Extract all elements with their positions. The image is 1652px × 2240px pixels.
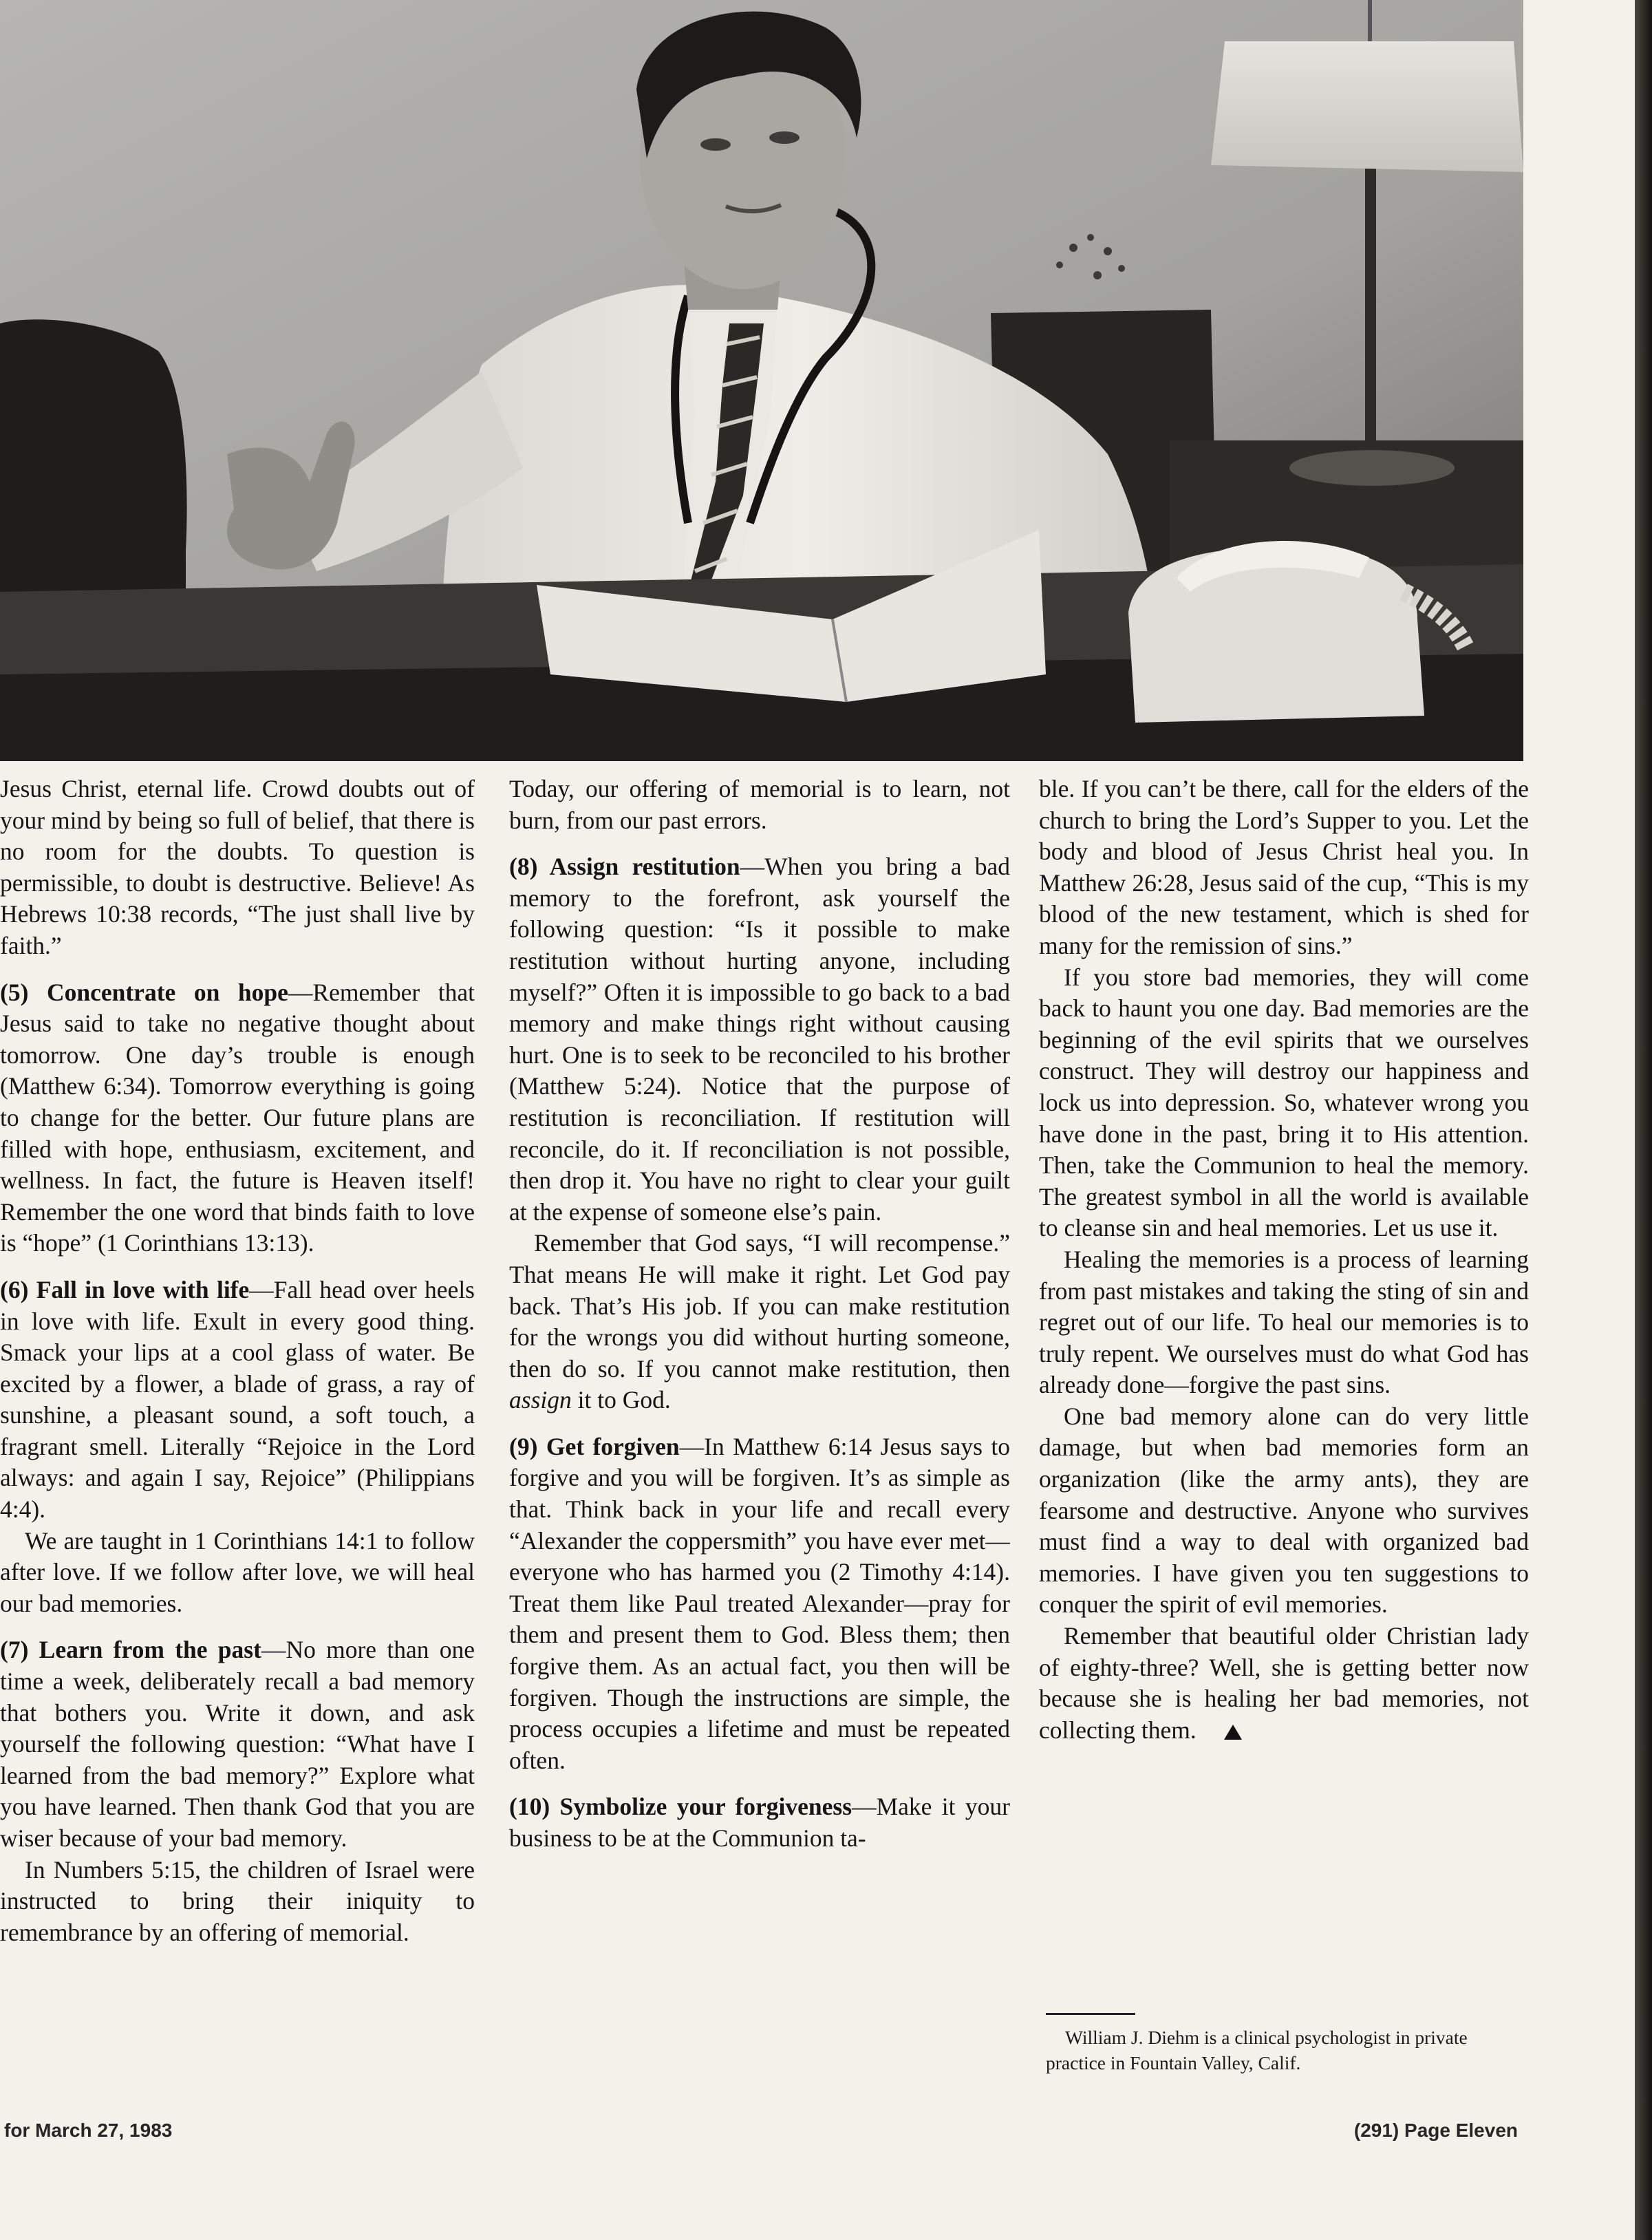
paragraph-text: Remember that beautiful older Christian lady of eighty-three? Well, she is getting better now because she is healing her bad memories, not collecting them. bbox=[1039, 1622, 1529, 1744]
page-edge-shadow bbox=[1635, 0, 1652, 2240]
section-heading: (7) Learn from the past bbox=[0, 1636, 261, 1664]
emphasis: assign bbox=[509, 1386, 572, 1414]
paragraph bbox=[0, 977, 475, 1259]
bio-divider bbox=[1046, 2013, 1135, 2015]
section-heading: (8) Assign restitution bbox=[509, 853, 740, 881]
paragraph: In Numbers 5:15, the children of Israel were instructed to bring their iniquity to remembrance by an offering of memorial. bbox=[0, 1855, 475, 1946]
paragraph: One bad memory alone can do very little damage, but when bad memories form an organization (like the army ants), they are fearsome and destructive. Anyone who survives must find a way to deal with organized bad memories. I have given you ten suggestions to conquer the spirit of evil memories. bbox=[1039, 1402, 1529, 1619]
paragraph bbox=[0, 1274, 475, 1526]
paragraph bbox=[509, 1431, 1010, 1777]
paragraph-body: —When you bring a bad memory to the forefront, ask yourself the following question: “Is it possible to make restitution without hurting anyone, including myself?” Often it is impossible to go back to a bad memory and make things right without causing hurt. One is to seek to be reconciled to his brother (Matthew 5:24). Notice that the purpose of restitution is reconciliation. If restitution will reconcile, do it. If reconciliation is not possible, then drop it. You have no right to clear your guilt at the expense of someone else’s pain. bbox=[509, 853, 1010, 1226]
paragraph: We are taught in 1 Corinthians 14:1 to follow after love. If we follow after love, we will heal our bad memories. bbox=[0, 1526, 475, 1617]
section-heading: (6) Fall in love with life bbox=[0, 1275, 250, 1303]
paragraph-body: —Remember that Jesus said to take no negative thought about tomorrow. One day’s trouble is enough (Matthew 6:34). Tomorrow everything is going to change for the better. Our future plans are filled with hope, enthusiasm, excitement, and wellness. In fact, the future is Heaven itself! Remember the one word that binds faith to love is “hope” (1 Corinthians 13:13). bbox=[0, 978, 475, 1257]
paragraph-body: —Make it your business to be at the Communion ta- bbox=[509, 1793, 1010, 1852]
photo-doctor-at-desk bbox=[0, 0, 1523, 761]
paragraph: Healing the memories is a process of learning from past mistakes and taking the sting of sin and regret out of our life. To heal our memories is to truly repent. We ourselves must do what God has already done—forgive the past sins. bbox=[1039, 1245, 1529, 1399]
paragraph-text: it to God. bbox=[571, 1386, 671, 1414]
paragraph bbox=[509, 851, 1010, 1228]
paragraph-body: —In Matthew 6:14 Jesus says to forgive and you will be forgiven. It’s as simple as that. Think back in your life and recall every “Alexander the coppersmith” you have ever met—everyone who has harmed you (2 Timothy 4:14). Treat them like Paul treated Alexander—pray for them and present them to God. Bless them; then forgive them. As an actual fact, you then will be forgiven. Though the instructions are simple, the process occupies a lifetime and must be repeated often. bbox=[509, 1432, 1010, 1774]
author-bio: William J. Diehm is a clinical psychologist in private practice in Fountain Valley, Calif. bbox=[1046, 2027, 1468, 2073]
footer-issue-date: for March 27, 1983 bbox=[4, 2120, 173, 2141]
paragraph: ble. If you can’t be there, call for the elders of the church to bring the Lord’s Supper to you. Let the body and blood of Jesus Christ heal you. In Matthew 26:28, Jesus said of the cup, “This is my blood of the new testament, which is shed for many for the remission of sins.” bbox=[1039, 775, 1529, 959]
paragraph-body: —Fall head over heels in love with life. Exult in every good thing. Smack your lips at a cool glass of water. Be excited by a flower, a blade of grass, a ray of sunshine, a pleasant sound, a soft touch, a fragrant smell. Literally “Rejoice in the Lord always: and again I say, Rejoice” (Philippians 4:4). bbox=[0, 1275, 475, 1524]
article-column-2 bbox=[509, 774, 1010, 2102]
section-heading: (9) Get forgiven bbox=[509, 1432, 680, 1460]
footer-page-number: (291) Page Eleven bbox=[1353, 2120, 1518, 2141]
paragraph bbox=[509, 1228, 1010, 1416]
paragraph: Today, our offering of memorial is to learn, not burn, from our past errors. bbox=[509, 775, 1010, 834]
section-heading: (5) Concentrate on hope bbox=[0, 978, 288, 1006]
article-column-3 bbox=[1039, 774, 1529, 2102]
paragraph bbox=[0, 1634, 475, 1854]
end-mark-triangle-icon bbox=[1224, 1725, 1242, 1740]
paragraph: Jesus Christ, eternal life. Crowd doubts out of your mind by being so full of belief, that there is no room for the doubts. To question is permissible, to doubt is destructive. Believe! As Hebrews 10:38 records, “The just shall live by faith.” bbox=[0, 775, 475, 959]
article-column-1 bbox=[0, 774, 475, 2102]
paragraph: If you store bad memories, they will come back to haunt you one day. Bad memories are the beginning of the evil spirits that we ourselves construct. They will destroy our happiness and lock us into depression. So, whatever wrong you have done in the past, bring it to His attention. Then, take the Communion to heal the memory. The greatest symbol in all the world is available to cleanse sin and heal memories. Let us use it. bbox=[1039, 963, 1529, 1242]
paragraph bbox=[509, 1791, 1010, 1854]
article-photo bbox=[0, 0, 1523, 761]
paragraph bbox=[1039, 1621, 1529, 1746]
paragraph-body: —No more than one time a week, deliberately recall a bad memory that bothers you. Write it down, and ask yourself the following question: “What have I learned from the bad memory?” Explore what you have learned. Then thank God that you are wiser because of your bad memory. bbox=[0, 1636, 475, 1852]
paragraph-text: Remember that God says, “I will recompense.” That means He will make it right. Let God pay back. That’s His job. If you can make restitution for the wrongs you did without hurting someone, then do so. If you cannot make restitution, then bbox=[509, 1229, 1010, 1383]
section-heading: (10) Symbolize your forgiveness bbox=[509, 1793, 852, 1821]
